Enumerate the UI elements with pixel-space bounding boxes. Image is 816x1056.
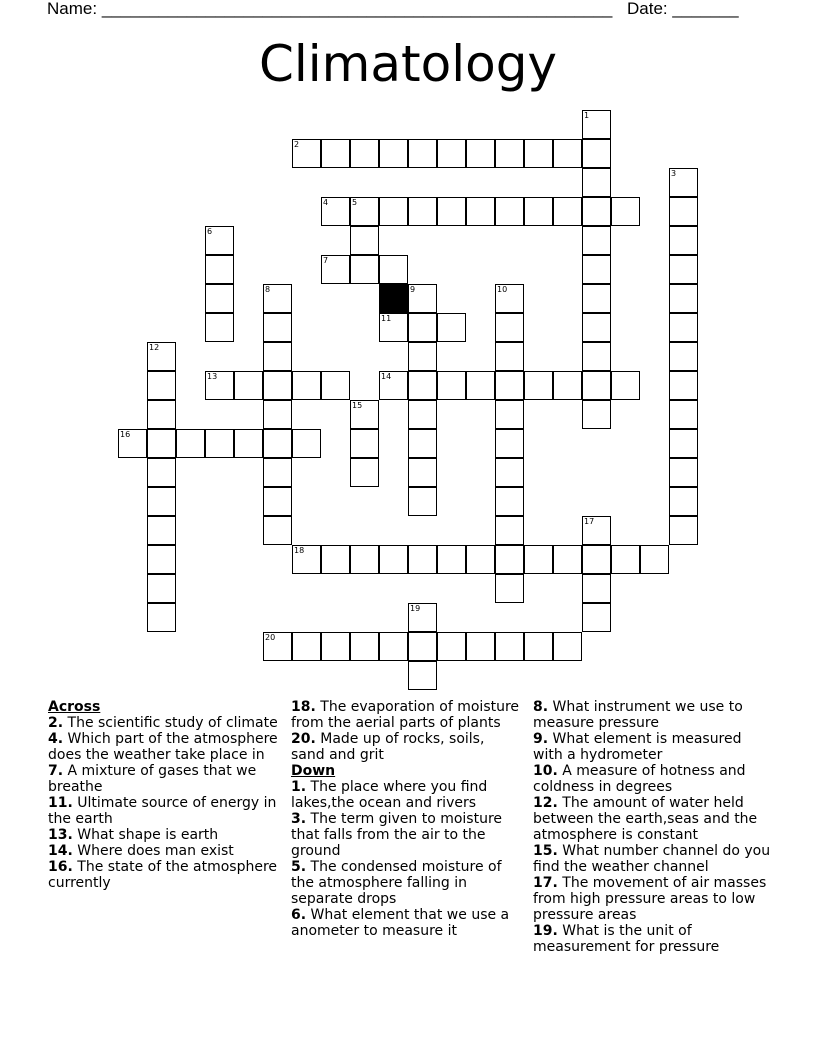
grid-cell[interactable] [495, 545, 524, 574]
grid-cell[interactable] [466, 632, 495, 661]
grid-cell[interactable] [408, 139, 437, 168]
clues-column-1 [48, 699, 278, 891]
grid-cell[interactable] [495, 574, 524, 603]
grid-cell[interactable] [495, 458, 524, 487]
grid-cell[interactable] [669, 313, 698, 342]
grid-cell[interactable] [524, 545, 553, 574]
grid-cell[interactable] [408, 458, 437, 487]
grid-cell[interactable] [408, 313, 437, 342]
grid-cell[interactable] [553, 371, 582, 400]
grid-cell[interactable] [553, 197, 582, 226]
grid-cell[interactable] [234, 371, 263, 400]
clue-across-2: 2. The scientific study of climate [48, 715, 278, 731]
grid-cell[interactable] [611, 197, 640, 226]
grid-cell[interactable] [408, 400, 437, 429]
clue-across-20: 20. Made up of rocks, soils, sand and grit [291, 731, 485, 763]
grid-cell[interactable] [408, 487, 437, 516]
grid-cell[interactable] [321, 255, 350, 284]
grid-cell[interactable] [437, 197, 466, 226]
grid-cell[interactable] [437, 371, 466, 400]
grid-cell[interactable] [582, 255, 611, 284]
clue-across-18: 18. The evaporation of moisture from the aerial parts of plants [291, 699, 520, 731]
clues-column-3 [533, 699, 773, 955]
grid-cell[interactable] [437, 139, 466, 168]
grid-cell[interactable] [669, 371, 698, 400]
clue-number: 19 [410, 604, 421, 613]
grid-cell[interactable] [466, 371, 495, 400]
clue-number: 18 [294, 546, 305, 555]
clue-number: 17 [584, 517, 595, 526]
grid-cell[interactable] [263, 516, 292, 545]
page-title: Climatology [258, 35, 558, 93]
date-label: Date: [627, 0, 668, 18]
grid-cell[interactable] [611, 371, 640, 400]
grid-cell[interactable] [263, 632, 292, 661]
grid-cell[interactable] [611, 545, 640, 574]
grid-cell[interactable] [669, 400, 698, 429]
clue-number: 10 [497, 285, 508, 294]
grid-cell[interactable] [263, 429, 292, 458]
clue-down-12: 12. The amount of water held between the earth,seas and the atmosphere is constant [533, 795, 758, 843]
grid-cell[interactable] [495, 632, 524, 661]
grid-cell[interactable] [147, 545, 176, 574]
grid-cell[interactable] [640, 545, 669, 574]
clue-number: 2 [294, 140, 300, 149]
grid-cell[interactable] [408, 371, 437, 400]
grid-cell[interactable] [205, 226, 234, 255]
grid-cell[interactable] [147, 603, 176, 632]
grid-cell[interactable] [263, 458, 292, 487]
grid-cell[interactable] [350, 400, 379, 429]
date-blank: _______ [672, 0, 739, 18]
name-label: Name: [47, 0, 98, 18]
grid-cell[interactable] [669, 429, 698, 458]
grid-cell[interactable] [408, 342, 437, 371]
grid-cell[interactable] [582, 545, 611, 574]
grid-cell[interactable] [437, 313, 466, 342]
grid-cell[interactable] [147, 342, 176, 371]
clue-down-15: 15. What number channel do you find the weather channel [533, 843, 771, 875]
grid-cell[interactable] [350, 197, 379, 226]
grid-cell[interactable] [321, 632, 350, 661]
clue-number: 11 [381, 314, 392, 323]
grid-cell[interactable] [176, 429, 205, 458]
grid-cell[interactable] [147, 429, 176, 458]
grid-cell[interactable] [495, 284, 524, 313]
grid-cell[interactable] [582, 603, 611, 632]
clue-number: 7 [323, 256, 329, 265]
grid-cell[interactable] [147, 458, 176, 487]
grid-cell[interactable] [582, 342, 611, 371]
clue-number: 14 [381, 372, 392, 381]
grid-cell[interactable] [582, 516, 611, 545]
clue-across-16: 16. The state of the atmosphere currently [48, 859, 278, 891]
grid-cell[interactable] [669, 284, 698, 313]
grid-cell[interactable] [408, 429, 437, 458]
clue-down-5: 5. The condensed moisture of the atmosphere falling in separate drops [291, 859, 502, 907]
grid-cell[interactable] [582, 168, 611, 197]
grid-cell[interactable] [582, 139, 611, 168]
grid-cell[interactable] [524, 632, 553, 661]
grid-cell[interactable] [205, 313, 234, 342]
clue-number: 6 [207, 227, 213, 236]
grid-cell[interactable] [350, 458, 379, 487]
grid-cell[interactable] [495, 400, 524, 429]
clue-number: 20 [265, 633, 276, 642]
clue-down-17: 17. The movement of air masses from high pressure areas to low pressure areas [533, 875, 767, 923]
grid-cell[interactable] [669, 487, 698, 516]
grid-cell[interactable] [408, 661, 437, 690]
grid-cell[interactable] [495, 197, 524, 226]
grid-cell[interactable] [669, 342, 698, 371]
grid-cell[interactable] [582, 371, 611, 400]
grid-cell[interactable] [495, 429, 524, 458]
grid-cell[interactable] [263, 371, 292, 400]
grid-cell[interactable] [408, 284, 437, 313]
clue-down-3: 3. The term given to moisture that falls from the air to the ground [291, 811, 503, 859]
grid-cell[interactable] [321, 139, 350, 168]
grid-cell[interactable] [147, 516, 176, 545]
clue-number: 9 [410, 285, 416, 294]
clue-across-13: 13. What shape is earth [48, 827, 219, 843]
clue-across-14: 14. Where does man exist [48, 843, 234, 859]
grid-cell[interactable] [495, 371, 524, 400]
grid-cell[interactable] [495, 313, 524, 342]
clue-down-19: 19. What is the unit of measurement for pressure [533, 923, 720, 955]
grid-cell[interactable] [379, 255, 408, 284]
down-heading: Down [291, 763, 336, 779]
grid-cell[interactable] [408, 197, 437, 226]
grid-cell[interactable] [669, 255, 698, 284]
grid-cell[interactable] [379, 197, 408, 226]
grid-cell[interactable] [466, 197, 495, 226]
grid-cell[interactable] [118, 429, 147, 458]
grid-cell[interactable] [292, 632, 321, 661]
grid-cell[interactable] [147, 487, 176, 516]
grid-cell[interactable] [669, 516, 698, 545]
grid-cell[interactable] [408, 603, 437, 632]
grid-cell[interactable] [292, 429, 321, 458]
grid-cell[interactable] [321, 371, 350, 400]
grid-cell[interactable] [466, 545, 495, 574]
across-heading: Across [48, 699, 101, 715]
grid-cell[interactable] [292, 371, 321, 400]
clue-down-8: 8. What instrument we use to measure pressure [533, 699, 743, 731]
grid-cell[interactable] [582, 197, 611, 226]
grid-cell[interactable] [350, 226, 379, 255]
clue-number: 16 [120, 430, 131, 439]
grid-cell[interactable] [582, 226, 611, 255]
grid-cell[interactable] [582, 313, 611, 342]
clue-number: 3 [671, 169, 677, 178]
grid-cell[interactable] [350, 429, 379, 458]
grid-cell[interactable] [524, 371, 553, 400]
grid-cell[interactable] [205, 255, 234, 284]
clue-number: 8 [265, 285, 271, 294]
grid-cell[interactable] [205, 429, 234, 458]
grid-cell[interactable] [147, 400, 176, 429]
grid-cell[interactable] [379, 371, 408, 400]
grid-cell[interactable] [669, 168, 698, 197]
clue-down-9: 9. What element is measured with a hydrometer [533, 731, 742, 763]
black-square [379, 284, 408, 313]
grid-cell[interactable] [582, 400, 611, 429]
grid-cell[interactable] [263, 487, 292, 516]
grid-cell[interactable] [147, 371, 176, 400]
clue-across-7: 7. A mixture of gases that we breathe [48, 763, 257, 795]
clue-number: 4 [323, 198, 329, 207]
grid-cell[interactable] [379, 545, 408, 574]
grid-cell[interactable] [205, 284, 234, 313]
name-blank: ______________________________________________________ [101, 0, 613, 18]
grid-cell[interactable] [263, 284, 292, 313]
grid-cell[interactable] [292, 545, 321, 574]
clue-across-4: 4. Which part of the atmosphere does the weather take place in [48, 731, 278, 763]
grid-cell[interactable] [292, 139, 321, 168]
grid-cell[interactable] [553, 632, 582, 661]
grid-cell[interactable] [350, 632, 379, 661]
grid-cell[interactable] [263, 342, 292, 371]
grid-cell[interactable] [669, 458, 698, 487]
grid-cell[interactable] [147, 574, 176, 603]
clues-column-2 [291, 699, 521, 939]
clue-down-10: 10. A measure of hotness and coldness in degrees [533, 763, 746, 795]
grid-cell[interactable] [553, 545, 582, 574]
grid-cell[interactable] [582, 284, 611, 313]
grid-cell[interactable] [408, 545, 437, 574]
grid-cell[interactable] [495, 139, 524, 168]
grid-cell[interactable] [466, 139, 495, 168]
grid-cell[interactable] [350, 139, 379, 168]
grid-cell[interactable] [321, 545, 350, 574]
grid-cell[interactable] [495, 487, 524, 516]
clue-number: 13 [207, 372, 218, 381]
grid-cell[interactable] [437, 545, 466, 574]
grid-cell[interactable] [495, 342, 524, 371]
grid-cell[interactable] [582, 110, 611, 139]
grid-cell[interactable] [379, 313, 408, 342]
grid-cell[interactable] [263, 400, 292, 429]
clue-number: 5 [352, 198, 358, 207]
grid-cell[interactable] [669, 226, 698, 255]
grid-cell[interactable] [437, 632, 466, 661]
grid-cell[interactable] [524, 139, 553, 168]
grid-cell[interactable] [379, 139, 408, 168]
grid-cell[interactable] [582, 574, 611, 603]
grid-cell[interactable] [350, 545, 379, 574]
grid-cell[interactable] [669, 197, 698, 226]
grid-cell[interactable] [205, 371, 234, 400]
clue-number: 15 [352, 401, 363, 410]
grid-cell[interactable] [321, 197, 350, 226]
grid-cell[interactable] [524, 197, 553, 226]
grid-cell[interactable] [408, 632, 437, 661]
grid-cell[interactable] [495, 516, 524, 545]
grid-cell[interactable] [553, 139, 582, 168]
clue-down-1: 1. The place where you find lakes,the ocean and rivers [291, 779, 488, 811]
grid-cell[interactable] [234, 429, 263, 458]
grid-cell[interactable] [379, 632, 408, 661]
grid-cell[interactable] [350, 255, 379, 284]
clue-across-11: 11. Ultimate source of energy in the earth [48, 795, 277, 827]
clue-down-6: 6. What element that we use a anometer to measure it [291, 907, 510, 939]
clue-number: 12 [149, 343, 160, 352]
clue-number: 1 [584, 111, 590, 120]
grid-cell[interactable] [263, 313, 292, 342]
